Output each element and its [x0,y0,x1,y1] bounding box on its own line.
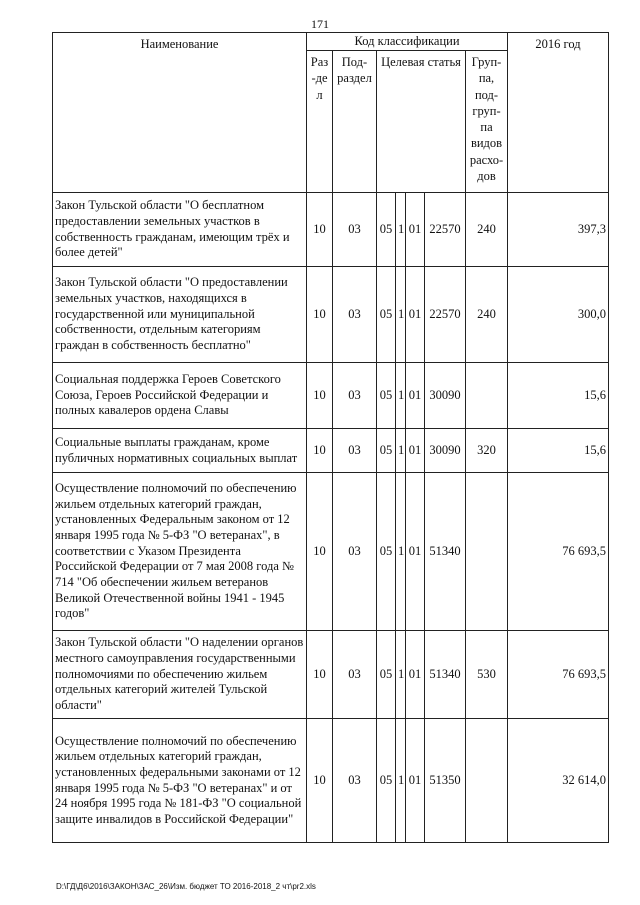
row-amount: 32 614,0 [508,719,609,843]
row-group [466,719,508,843]
row-target-1: 05 [377,429,396,473]
row-target-3: 01 [406,473,425,631]
row-name: Социальная поддержка Героев Советского Союза, Героев Российской Федерации и полных кавалеров ордена Славы [53,363,307,429]
row-target-2: 1 [396,473,406,631]
row-group: 240 [466,267,508,363]
row-target-1: 05 [377,267,396,363]
row-razdel: 10 [307,267,333,363]
row-group [466,473,508,631]
row-target-1: 05 [377,363,396,429]
row-name: Закон Тульской области "О наделении органов местного самоуправления государственными полномочиями по обеспечению жильем отдельных категорий жителей Тульской области" [53,631,307,719]
row-podrazdel: 03 [333,363,377,429]
row-name: Осуществление полномочий по обеспечению жильем отдельных категорий граждан, установленных Федеральным законом от 12 января 1995 года № 5-ФЗ "О ветеранах", в соответствии с Указом Президента Российской Федерации от 7 мая 2008 года № 714 "Об обеспечении жильем ветеранов Великой Отечественной войны 1941 - 1945 годов" [53,473,307,631]
row-target-4: 51340 [425,631,466,719]
row-target-2: 1 [396,719,406,843]
row-group: 240 [466,193,508,267]
header-target: Целевая статья [377,51,466,193]
row-name: Закон Тульской области "О предоставлении земельных участков, находящихся в государственной или муниципальной собственности, отдельным категориям граждан в собственность бесплатно" [53,267,307,363]
row-amount: 15,6 [508,429,609,473]
row-target-1: 05 [377,473,396,631]
budget-table [52,32,609,843]
row-target-4: 22570 [425,267,466,363]
row-target-4: 51340 [425,473,466,631]
row-target-1: 05 [377,193,396,267]
row-amount: 76 693,5 [508,473,609,631]
row-razdel: 10 [307,193,333,267]
row-target-2: 1 [396,267,406,363]
row-target-2: 1 [396,193,406,267]
row-target-2: 1 [396,363,406,429]
row-target-4: 30090 [425,429,466,473]
row-group: 320 [466,429,508,473]
row-podrazdel: 03 [333,267,377,363]
file-path-footer: D:\ГД\Д6\2016\ЗАКОН\ЗАС_26\Изм. бюджет ТО 2016-2018_2 чт\pr2.xls [56,882,316,891]
row-target-4: 51350 [425,719,466,843]
table-row [53,719,609,843]
row-razdel: 10 [307,719,333,843]
row-target-3: 01 [406,719,425,843]
table-row [53,473,609,631]
row-target-2: 1 [396,429,406,473]
row-target-3: 01 [406,631,425,719]
table-row [53,267,609,363]
row-razdel: 10 [307,363,333,429]
header-year: 2016 год [508,33,609,193]
row-razdel: 10 [307,429,333,473]
row-target-1: 05 [377,719,396,843]
row-target-3: 01 [406,363,425,429]
row-target-1: 05 [377,631,396,719]
row-razdel: 10 [307,473,333,631]
row-name: Осуществление полномочий по обеспечению жильем отдельных категорий граждан, установленных федеральными законами от 12 января 1995 года № 5-ФЗ "О ветеранах" и от 24 ноября 1995 года № 181-ФЗ "О социальной защите инвалидов в Российской Федерации" [53,719,307,843]
row-podrazdel: 03 [333,473,377,631]
header-razdel: Раз-дел [307,51,333,193]
row-amount: 15,6 [508,363,609,429]
row-group: 530 [466,631,508,719]
row-target-3: 01 [406,267,425,363]
row-amount: 76 693,5 [508,631,609,719]
header-podrazdel: Под-раздел [333,51,377,193]
row-name: Социальные выплаты гражданам, кроме публичных нормативных социальных выплат [53,429,307,473]
row-podrazdel: 03 [333,719,377,843]
table-row [53,363,609,429]
row-amount: 397,3 [508,193,609,267]
header-name: Наименование [53,33,307,193]
header-group: Груп-па, под-груп-па видов расхо-дов [466,51,508,193]
page-number: 171 [311,17,329,31]
row-razdel: 10 [307,631,333,719]
row-podrazdel: 03 [333,193,377,267]
table-row [53,193,609,267]
table-row [53,429,609,473]
row-target-3: 01 [406,193,425,267]
row-amount: 300,0 [508,267,609,363]
row-name: Закон Тульской области "О бесплатном предоставлении земельных участков в собственность гражданам, имеющим трёх и более детей" [53,193,307,267]
row-group [466,363,508,429]
header-classification: Код классификации [307,33,508,51]
row-target-4: 22570 [425,193,466,267]
row-target-4: 30090 [425,363,466,429]
row-target-2: 1 [396,631,406,719]
row-podrazdel: 03 [333,429,377,473]
row-podrazdel: 03 [333,631,377,719]
table-row [53,631,609,719]
row-target-3: 01 [406,429,425,473]
